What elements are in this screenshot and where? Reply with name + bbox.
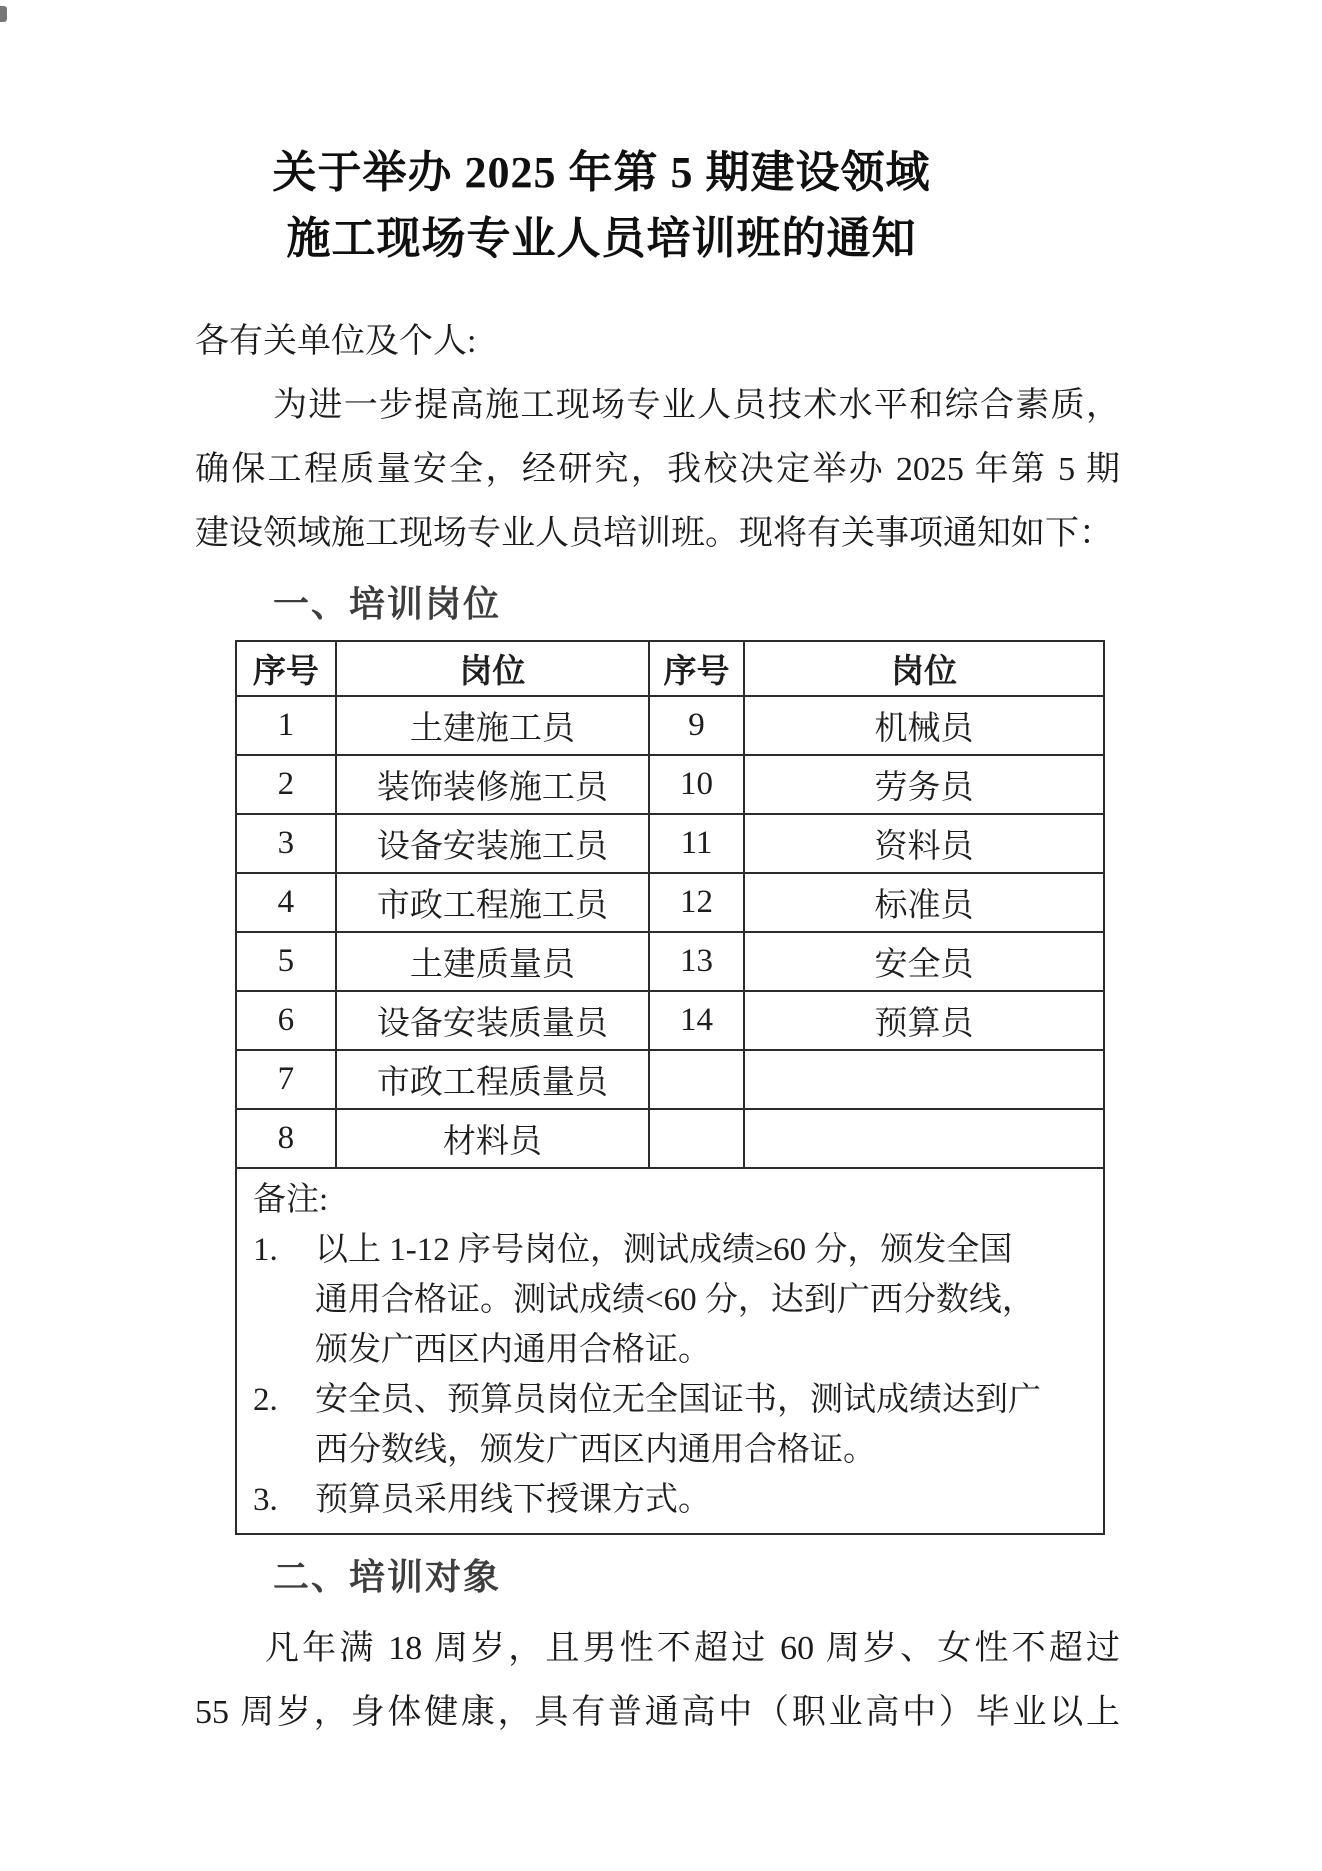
table-header-cell: 序号 [236, 641, 336, 696]
section-2-line-1: 凡年满 18 周岁，且男性不超过 60 周岁、女性不超过 [265, 1630, 1120, 1667]
table-cell: 10 [649, 755, 744, 814]
note-number: 3. [253, 1482, 278, 1518]
table-row [236, 1109, 1104, 1168]
table-cell: 4 [236, 873, 336, 932]
table-cell: 设备安装施工员 [336, 814, 649, 873]
table-cell: 市政工程质量员 [336, 1050, 649, 1109]
table-row [236, 1050, 1104, 1109]
note-item [253, 1475, 1089, 1525]
table-cell: 8 [236, 1109, 336, 1168]
table-cell: 6 [236, 991, 336, 1050]
title-line-1: 关于举办 2025 年第 5 期建设领域 [272, 148, 931, 197]
note-line: 安全员、预算员岗位无全国证书，测试成绩达到广 [315, 1382, 1041, 1418]
training-positions-table [235, 640, 1105, 1535]
table-cell: 标准员 [744, 873, 1104, 932]
table-header-cell: 岗位 [744, 641, 1104, 696]
table-cell: 7 [236, 1050, 336, 1109]
table-cell: 11 [649, 814, 744, 873]
document-content [195, 0, 1120, 1745]
note-line: 颁发广西区内通用合格证。 [315, 1332, 711, 1368]
table-row [236, 696, 1104, 755]
note-line: 西分数线，颁发广西区内通用合格证。 [315, 1432, 876, 1468]
table-header-row [236, 641, 1104, 696]
note-line: 通用合格证。测试成绩<60 分，达到广西分数线， [315, 1282, 1035, 1318]
note-body [315, 1475, 1089, 1525]
title-line-2: 施工现场专业人员培训班的通知 [286, 214, 917, 263]
table-cell: 安全员 [744, 932, 1104, 991]
notes-label: 备注: [253, 1182, 329, 1218]
document-title [195, 140, 1120, 272]
table-cell: 12 [649, 873, 744, 932]
table-cell: 设备安装质量员 [336, 991, 649, 1050]
table-cell: 1 [236, 696, 336, 755]
table-cell: 14 [649, 991, 744, 1050]
table-notes-row [236, 1168, 1104, 1534]
table-row [236, 873, 1104, 932]
table-cell: 装饰装修施工员 [336, 755, 649, 814]
table-cell [744, 1050, 1104, 1109]
section-2-paragraph [195, 1617, 1120, 1745]
intro-line-1: 为进一步提高施工现场专业人员技术水平和综合素质， [273, 387, 1120, 424]
table-cell: 资料员 [744, 814, 1104, 873]
note-item [253, 1225, 1089, 1375]
table-cell: 材料员 [336, 1109, 649, 1168]
note-line: 预算员采用线下授课方式。 [315, 1482, 711, 1518]
table-cell: 2 [236, 755, 336, 814]
table-cell: 9 [649, 696, 744, 755]
note-item [253, 1375, 1089, 1475]
table-cell: 劳务员 [744, 755, 1104, 814]
table-cell [649, 1109, 744, 1168]
note-body [315, 1375, 1089, 1475]
note-number: 1. [253, 1232, 278, 1268]
table-cell: 3 [236, 814, 336, 873]
note-line: 以上 1-12 序号岗位，测试成绩≥60 分，颁发全国 [315, 1232, 1013, 1268]
intro-line-3: 建设领域施工现场专业人员培训班。现将有关事项通知如下： [195, 515, 1113, 552]
note-body [315, 1225, 1089, 1375]
table-cell [744, 1109, 1104, 1168]
table-notes-cell [236, 1168, 1104, 1534]
table-cell [649, 1050, 744, 1109]
table-cell: 预算员 [744, 991, 1104, 1050]
table-row [236, 755, 1104, 814]
table-row [236, 814, 1104, 873]
table-cell: 土建质量员 [336, 932, 649, 991]
salutation: 各有关单位及个人: [195, 323, 477, 360]
table-row [236, 991, 1104, 1050]
table-header-cell: 岗位 [336, 641, 649, 696]
note-number: 2. [253, 1382, 278, 1418]
table-cell: 土建施工员 [336, 696, 649, 755]
table-cell: 机械员 [744, 696, 1104, 755]
table-cell: 13 [649, 932, 744, 991]
table-header-cell: 序号 [649, 641, 744, 696]
table-cell: 5 [236, 932, 336, 991]
intro-paragraph [195, 374, 1120, 566]
section-1-heading: 一、培训岗位 [273, 583, 502, 624]
table-row [236, 932, 1104, 991]
section-2-heading: 二、培训对象 [273, 1556, 502, 1597]
section-2-line-2: 55 周岁，身体健康，具有普通高中（职业高中）毕业以上 [195, 1694, 1120, 1731]
table-cell: 市政工程施工员 [336, 873, 649, 932]
intro-line-2: 确保工程质量安全，经研究，我校决定举办 2025 年第 5 期 [195, 451, 1120, 488]
scan-artifact [0, 6, 7, 22]
